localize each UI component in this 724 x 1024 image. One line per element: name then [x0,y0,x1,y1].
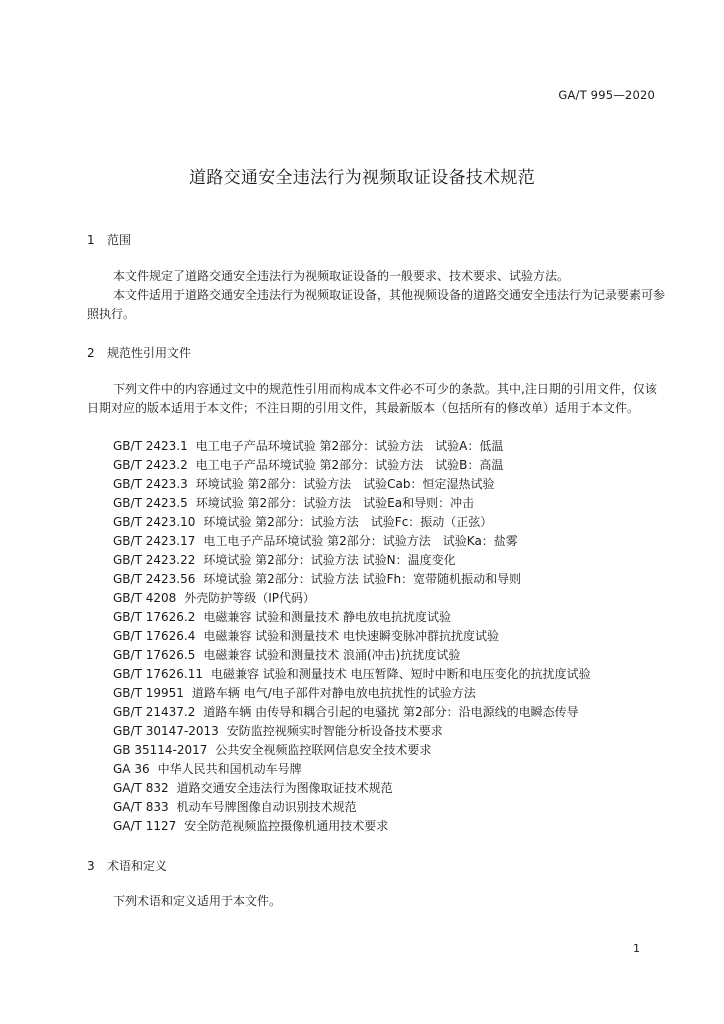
section-3-heading [87,857,167,874]
reference-code: GB/T 17626.2 [113,610,196,624]
section-number: 1 [87,233,95,247]
reference-title: 环境试验 第2部分：试验方法 试验Fc：振动（正弦） [203,515,493,529]
reference-title: 安全防范视频监控摄像机通用技术要求 [184,819,389,833]
reference-title: 电磁兼容 试验和测量技术 浪涌(冲击)抗扰度试验 [203,648,461,662]
reference-code: GB/T 17626.5 [113,648,196,662]
reference-item [113,703,591,722]
reference-item [113,722,591,741]
reference-code: GA/T 1127 [113,819,177,833]
section-3-paragraph-1: 下列术语和定义适用于本文件。 [113,894,282,908]
reference-item [113,760,591,779]
page-number: 1 [633,942,640,955]
reference-item [113,437,591,456]
reference-item [113,779,591,798]
reference-code: GB/T 2423.56 [113,572,196,586]
reference-code: GB/T 19951 [113,686,184,700]
reference-item [113,684,591,703]
section-title: 术语和定义 [107,859,168,873]
reference-code: GB/T 21437.2 [113,705,196,719]
reference-code: GB/T 2423.3 [113,477,188,491]
section-title: 规范性引用文件 [107,346,192,360]
reference-code: GB/T 2423.10 [113,515,196,529]
reference-title: 电工电子产品环境试验 第2部分：试验方法 试验B：高温 [195,458,504,472]
normative-references-list [113,437,591,836]
reference-item [113,589,591,608]
reference-item [113,817,591,836]
section-1-paragraph-1: 本文件规定了道路交通安全违法行为视频取证设备的一般要求、技术要求、试验方法。 [113,269,570,283]
reference-item [113,513,591,532]
reference-code: GB/T 17626.4 [113,629,196,643]
reference-item [113,494,591,513]
reference-title: 道路车辆 由传导和耦合引起的电骚扰 第2部分：沿电源线的电瞬态传导 [203,705,579,719]
reference-code: GB/T 2423.2 [113,458,188,472]
reference-title: 电磁兼容 试验和测量技术 电压暂降、短时中断和电压变化的抗扰度试验 [210,667,591,681]
reference-item [113,570,591,589]
reference-code: GB/T 17626.11 [113,667,203,681]
section-title: 范围 [107,233,132,247]
reference-title: 公共安全视频监控联网信息安全技术要求 [215,743,432,757]
reference-code: GB 35114-2017 [113,743,208,757]
section-number: 3 [87,859,95,873]
reference-code: GB/T 4208 [113,591,177,605]
reference-title: 环境试验 第2部分：试验方法 试验N：温度变化 [203,553,456,567]
reference-code: GB/T 2423.5 [113,496,188,510]
reference-item [113,741,591,760]
reference-title: 安防监控视频实时智能分析设备技术要求 [226,724,443,738]
reference-code: GB/T 2423.22 [113,553,196,567]
reference-code: GB/T 2423.17 [113,534,196,548]
section-2-heading [87,344,191,361]
reference-item [113,456,591,475]
reference-title: 电工电子产品环境试验 第2部分：试验方法 试验Ka：盐雾 [203,534,518,548]
reference-item [113,475,591,494]
reference-item [113,608,591,627]
reference-title: 中华人民共和国机动车号牌 [157,762,302,776]
reference-code: GA/T 832 [113,781,169,795]
reference-code: GA/T 833 [113,800,169,814]
reference-title: 机动车号牌图像自动识别技术规范 [176,800,357,814]
reference-title: 电工电子产品环境试验 第2部分：试验方法 试验A：低温 [195,439,504,453]
reference-title: 道路交通安全违法行为图像取证技术规范 [176,781,393,795]
reference-title: 环境试验 第2部分：试验方法 试验Cab：恒定湿热试验 [195,477,495,491]
document-title: 道路交通安全违法行为视频取证设备技术规范 [189,168,535,188]
reference-item [113,646,591,665]
section-1-paragraph-2: 本文件适用于道路交通安全违法行为视频取证设备，其他视频设备的道路交通安全违法行为记录要素可参照执行。 [87,288,666,321]
reference-title: 道路车辆 电气/电子部件对静电放电抗扰性的试验方法 [191,686,476,700]
reference-title: 外壳防护等级（IP代码） [184,591,316,605]
reference-item [113,551,591,570]
reference-code: GB/T 30147-2013 [113,724,219,738]
reference-code: GA 36 [113,762,150,776]
reference-item [113,665,591,684]
reference-item [113,627,591,646]
standard-code: GA/T 995—2020 [558,88,655,102]
reference-title: 电磁兼容 试验和测量技术 电快速瞬变脉冲群抗扰度试验 [203,629,499,643]
section-number: 2 [87,346,95,360]
reference-title: 环境试验 第2部分：试验方法 试验Ea和导则：冲击 [195,496,475,510]
reference-item [113,798,591,817]
section-1-heading [87,231,131,248]
reference-code: GB/T 2423.1 [113,439,188,453]
reference-title: 环境试验 第2部分：试验方法 试验Fh：宽带随机振动和导则 [203,572,522,586]
reference-title: 电磁兼容 试验和测量技术 静电放电抗扰度试验 [203,610,451,624]
section-2-paragraph-1: 下列文件中的内容通过文中的规范性引用而构成本文件必不可少的条款。其中,注日期的引用文件，仅该日期对应的版本适用于本文件；不注日期的引用文件，其最新版本（包括所有的修改单）适用于本文件。 [87,382,657,415]
reference-item [113,532,591,551]
